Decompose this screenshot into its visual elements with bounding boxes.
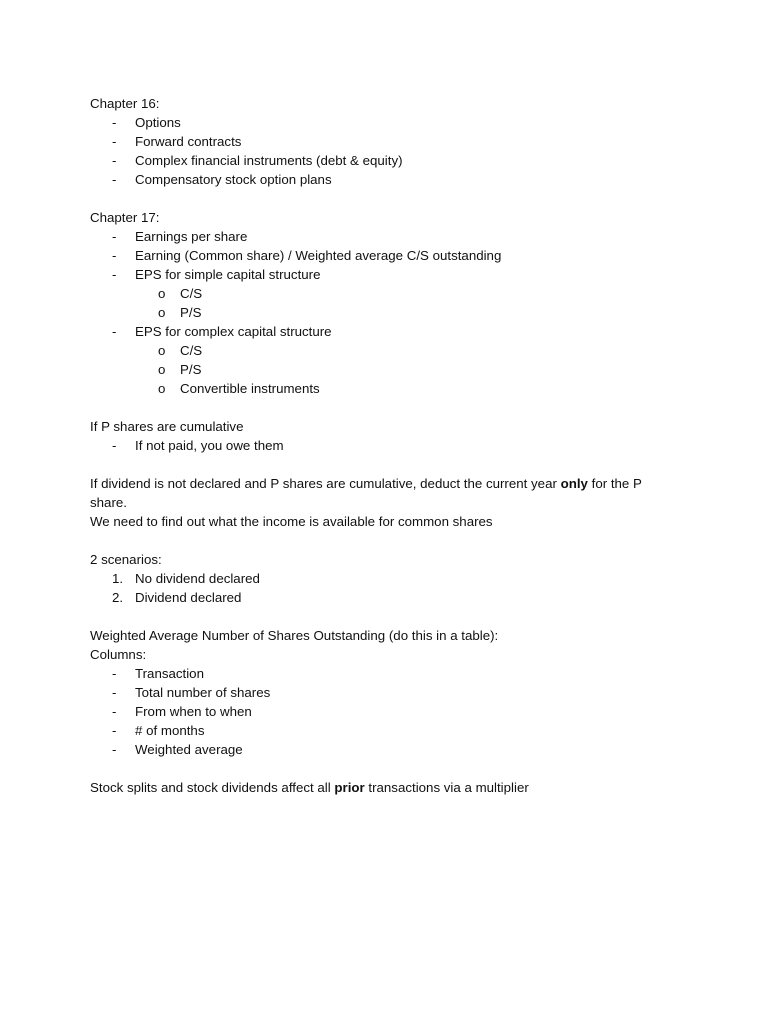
dash-bullet: - [112,248,117,263]
list-item: - From when to when [112,704,252,719]
dividend-paragraph: If dividend is not declared and P shares are cumulative, deduct the current year only for the P share. [90,476,642,510]
columns-label: Columns: [90,647,147,662]
circle-bullet: o [158,362,166,377]
circle-bullet: o [158,305,166,320]
blank-line [90,398,690,417]
list-item: - Complex financial instruments (debt & equity) [112,153,403,168]
income-paragraph: We need to find out what the income is available for common shares [90,514,493,529]
item-number: 2. [112,590,124,605]
list-item: - If not paid, you owe them [112,438,284,453]
weighted-heading: Weighted Average Number of Shares Outstanding (do this in a table): [90,628,499,643]
chapter-17-heading: Chapter 17: [90,210,160,225]
scenarios-heading: 2 scenarios: [90,552,162,567]
sub-list-item: o C/S [158,286,203,301]
cumulative-heading: If P shares are cumulative [90,419,244,434]
numbered-item: 1. No dividend declared [112,571,260,586]
dash-bullet: - [112,324,117,339]
dash-bullet: - [112,153,117,168]
dash-bullet: - [112,438,117,453]
dash-bullet: - [112,134,117,149]
dash-bullet: - [112,115,117,130]
dash-bullet: - [112,229,117,244]
splits-paragraph: Stock splits and stock dividends affect all prior transactions via a multiplier [90,780,529,795]
list-item: - Transaction [112,666,204,681]
dash-bullet: - [112,666,117,681]
list-item: - Compensatory stock option plans [112,172,332,187]
blank-line [90,607,690,626]
dash-bullet: - [112,172,117,187]
dash-bullet: - [112,685,117,700]
list-item: - # of months [112,723,205,738]
list-item: - Forward contracts [112,134,242,149]
item-number: 1. [112,571,124,586]
sub-list-item: o P/S [158,362,202,377]
blank-line [90,455,690,474]
blank-line [90,189,690,208]
sub-list-item: o Convertible instruments [158,381,320,396]
emphasis-text: only [560,476,588,491]
list-item: - EPS for complex capital structure [112,324,332,339]
sub-list-item: o P/S [158,305,202,320]
list-item: - EPS for simple capital structure [112,267,321,282]
list-item: - Options [112,115,181,130]
circle-bullet: o [158,343,166,358]
numbered-item: 2. Dividend declared [112,590,242,605]
list-item: - Total number of shares [112,685,271,700]
sub-list-item: o C/S [158,343,203,358]
dash-bullet: - [112,742,117,757]
dash-bullet: - [112,704,117,719]
emphasis-text: prior [334,780,365,795]
list-item: - Weighted average [112,742,243,757]
blank-line [90,531,690,550]
blank-line [90,759,690,778]
chapter-16-heading: Chapter 16: [90,96,160,111]
dash-bullet: - [112,267,117,282]
circle-bullet: o [158,381,166,396]
document-body [90,94,690,797]
list-item: - Earning (Common share) / Weighted average C/S outstanding [112,248,502,263]
list-item: - Earnings per share [112,229,248,244]
circle-bullet: o [158,286,166,301]
dash-bullet: - [112,723,117,738]
